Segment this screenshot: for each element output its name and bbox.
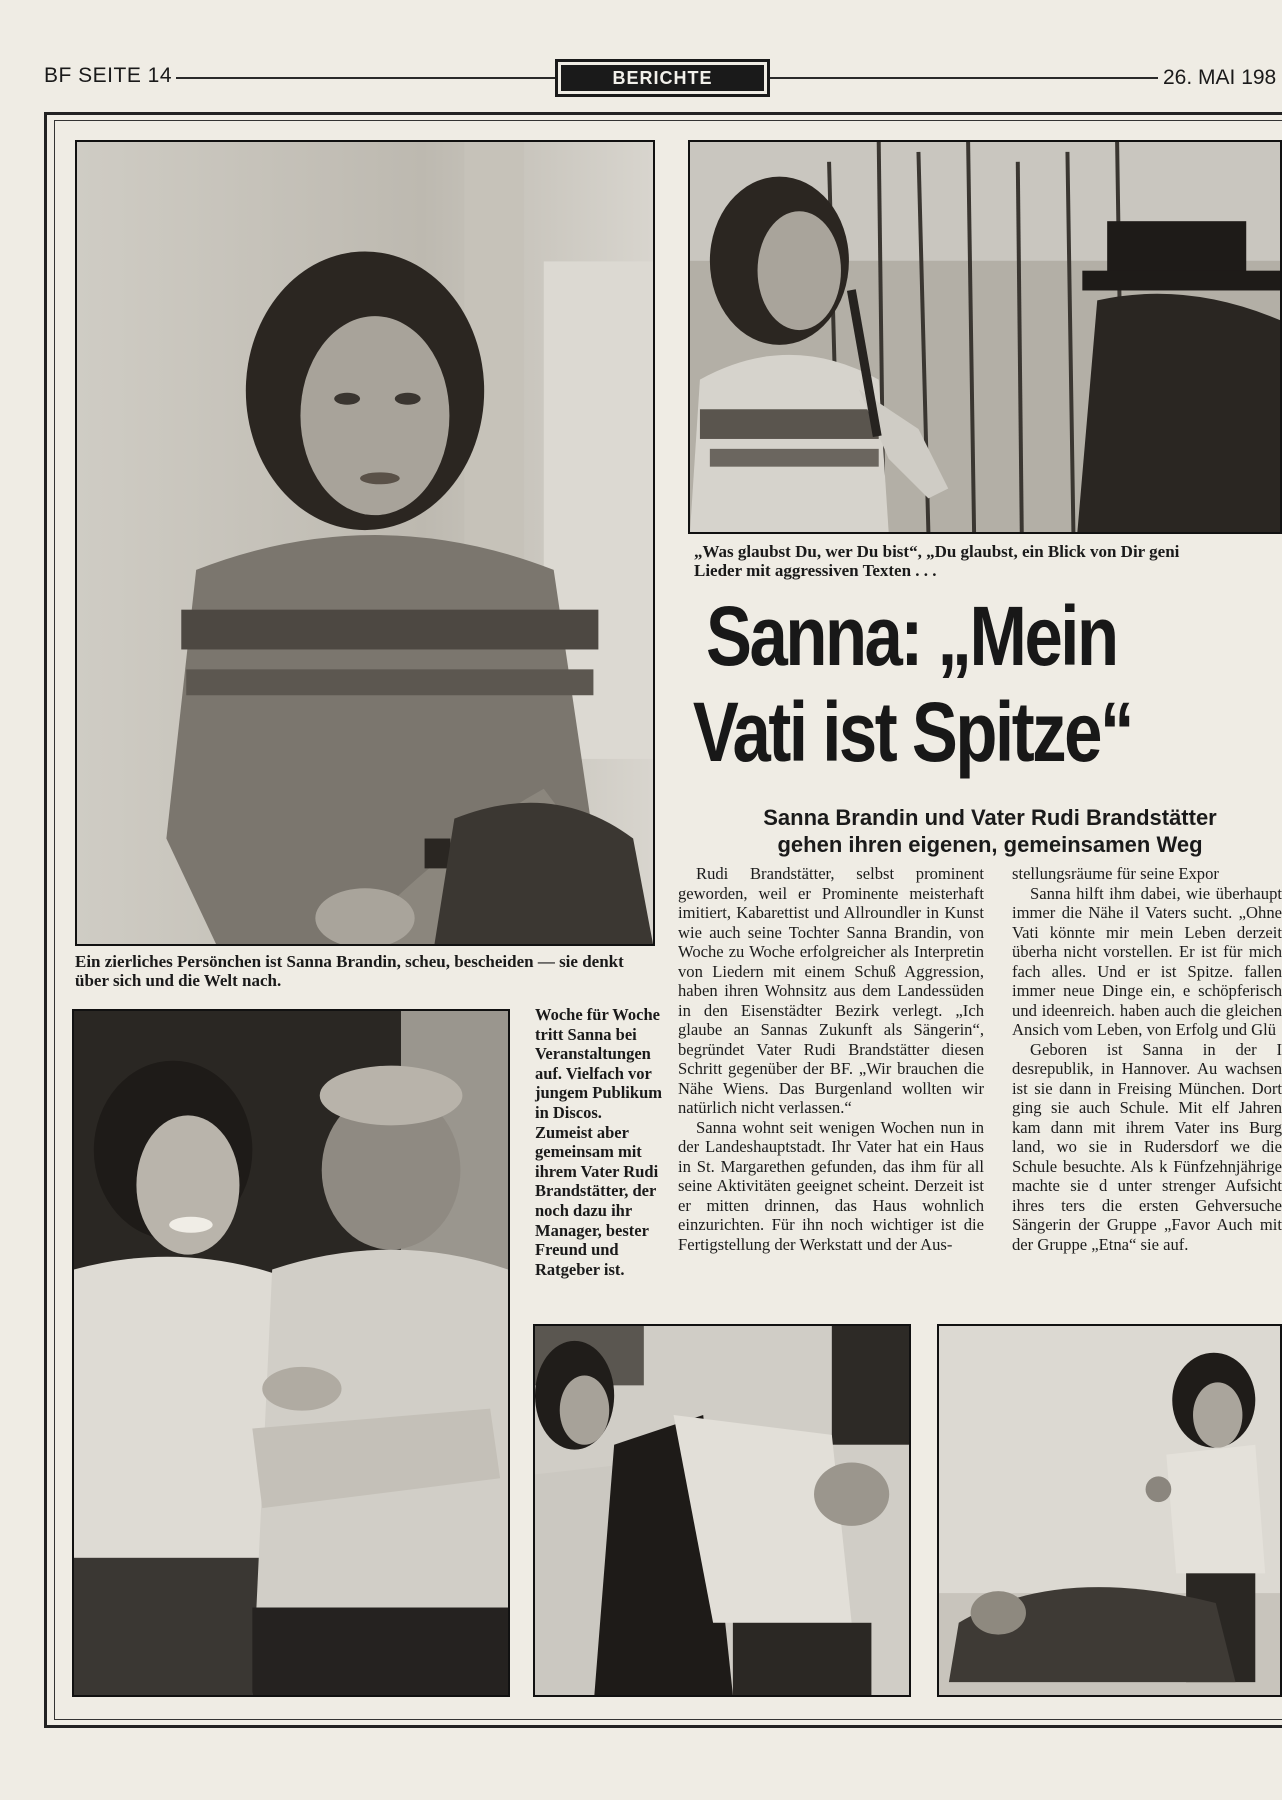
header-rule-right <box>770 77 1158 79</box>
headline-line-1: Sanna: „Mein <box>706 589 1117 683</box>
subhead-line-1: Sanna Brandin und Vater Rudi Brandstätter <box>763 805 1217 830</box>
jacket-photo <box>533 1324 911 1697</box>
subheadline <box>700 804 1280 858</box>
vineyard-caption-line-2: Lieder mit aggressiven Texten . . . <box>694 561 937 580</box>
issue-date: 26. MAI 198 <box>1163 66 1277 89</box>
header-rule-left <box>176 77 556 79</box>
vineyard-photo <box>688 140 1282 534</box>
portrait-caption: Ein zierliches Persönchen ist Sanna Brandin, scheu, bescheiden — sie denkt über sich und die Welt nach. <box>75 952 624 990</box>
article-column-2 <box>1012 864 1282 1310</box>
room-photo <box>937 1324 1282 1697</box>
father-daughter-photo <box>72 1009 510 1697</box>
vineyard-caption-line-1: „Was glaubst Du, wer Du bist“, „Du glaubst, ein Blick von Dir geni <box>694 542 1180 561</box>
article-paragraph: stellungsräume für seine Expor <box>1012 864 1219 883</box>
headline <box>692 588 1198 780</box>
section-label: BERICHTE <box>561 65 764 91</box>
article-paragraph: Rudi Brandstätter, selbst prominent geworden, weil er Prominente meisterhaft imitiert, Kabarettist und Allroundler in Kunst wie auch seine Tochter Sanna Brandin, von Woche zu Woche erfolgreicher als Interpretin von Liedern mit einem Schuß Aggression, haben ihren Wohnsitz aus dem Landessüden in den Eisenstädter Bezirk verlegt. „Ich glaube an Sannas Zukunft als Sängerin“, begründet Vater Rudi Brandstätter diesen Schritt gegenüber der BF. „Wir brauchen die Nähe Wiens. Das Burgenland wollten wir natürlich nicht verlassen.“ <box>678 864 984 1117</box>
section-badge <box>555 59 770 97</box>
father-daughter-caption: Woche für Woche tritt Sanna bei Veranstaltungen auf. Vielfach vor jungem Publikum in Discos. Zumeist aber gemeinsam mit ihrem Vater Rudi Brandstätter, der noch dazu ihr Manager, bester Freund und Ratgeber ist. <box>535 1005 662 1279</box>
page-label: BF SEITE 14 <box>44 64 173 87</box>
article-column-1 <box>678 864 984 1254</box>
subhead-line-2: gehen ihren eigenen, gemeinsamen Weg <box>777 832 1203 857</box>
article-paragraph: Sanna wohnt seit wenigen Wochen nun in der Landeshauptstadt. Ihr Vater hat ein Haus in St. Margarethen gefunden, das ihm für all seine Aktivitäten geeignet scheint. Derzeit ist er mitten drinnen, das Haus wohnlich einzurichten. Für ihn noch wichtiger ist die Fertigstellung der Werkstatt und der Aus- <box>678 1117 984 1254</box>
article-paragraph: Geboren ist Sanna in der I desrepublik, in Hannover. Au wachsen ist sie dann in Freising München. Dort ging sie auch Schule. Mit elf Jahren kam dann mit ihrem Vater ins Burg land, wo sie in Rudersdorf we die Schule besuchte. Als k Fünfzehnjährige machte sie d unter strenger Aufsicht ihres ters die ersten Gehversuche Sängerin der Gruppe „Favor Auch mit der Gruppe „Etna“ sie auf. <box>1012 1039 1282 1254</box>
headline-line-2: Vati ist Spitze“ <box>692 685 1132 779</box>
portrait-photo <box>75 140 655 946</box>
article-paragraph: Sanna hilft ihm dabei, wie überhaupt immer die Nähe il Vaters sucht. „Ohne Vati könnte mir mein Leben derzeit überha nicht vorstellen. Er ist für mich fach alles. Und er ist Spitze. fallen immer neue Dinge ein, e schöpferisch und ideenreich. haben auch die gleichen Ansich vom Leben, von Erfolg und Glü <box>1012 883 1282 1039</box>
